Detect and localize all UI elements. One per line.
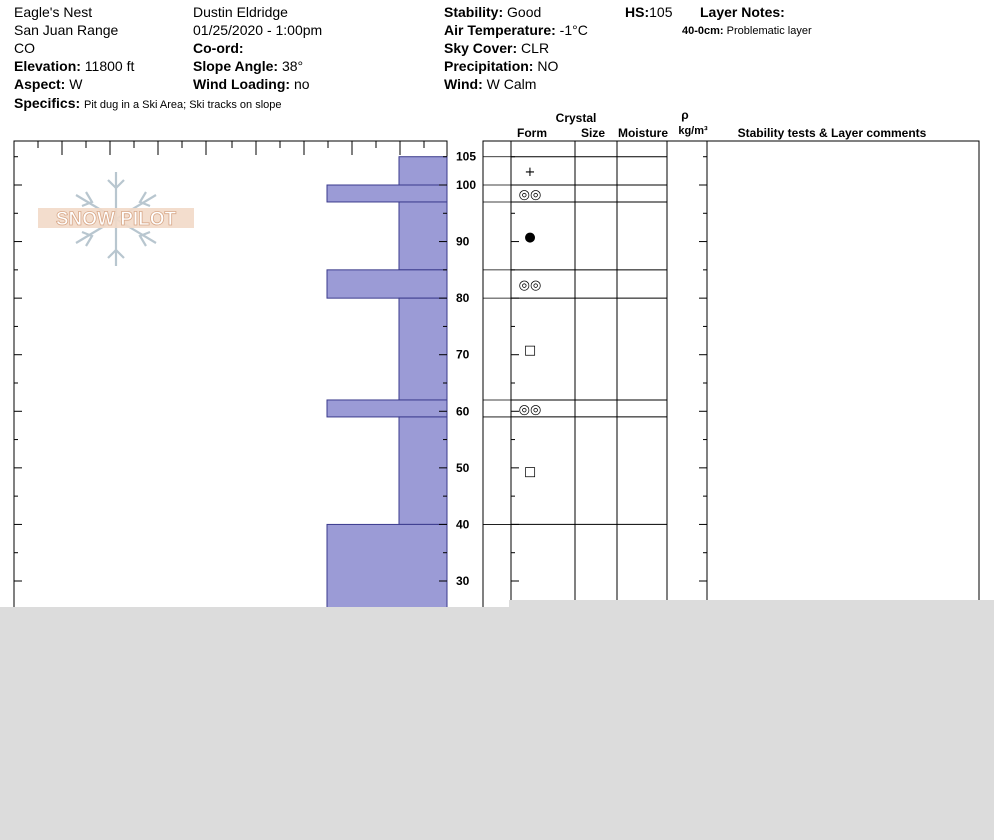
elevation-label: Elevation: — [14, 58, 81, 74]
wind-loading-value: no — [293, 76, 310, 92]
grain-form-symbol: □ — [523, 343, 537, 359]
elevation-value: 11800 ft — [84, 58, 135, 74]
grain-form-symbols — [519, 165, 542, 480]
aspect-label: Aspect: — [14, 76, 66, 92]
height-tick-label: 90 — [456, 234, 470, 249]
grain-form-symbol: ◎◎ — [518, 187, 542, 203]
table-height-ticks — [511, 157, 707, 581]
hardness-axis-ticks — [14, 141, 424, 155]
sky-value: CLR — [521, 40, 550, 56]
specifics-value: Pit dug in a Ski Area; Ski tracks on slope — [84, 99, 282, 111]
density-symbol-header: ρ — [681, 108, 689, 122]
comments-column-header: Stability tests & Layer comments — [737, 126, 927, 140]
size-column-header: Size — [580, 126, 606, 140]
height-tick-label: 100 — [456, 178, 477, 192]
layer-note-depth: 40-0cm: — [682, 25, 724, 37]
wind-value: W Calm — [486, 76, 537, 92]
height-tick-label: 60 — [456, 404, 470, 419]
aspect-value: W — [69, 76, 83, 92]
height-tick-label: 50 — [456, 460, 470, 475]
form-column-header: Form — [517, 126, 547, 140]
layer-note-text: Problematic layer — [726, 25, 812, 37]
blank-region — [0, 607, 994, 840]
height-tick-label: 80 — [456, 291, 470, 306]
slope-label: Slope Angle: — [193, 58, 279, 74]
observation-datetime: 01/25/2020 - 1:00pm — [193, 22, 323, 38]
wind-loading-label: Wind Loading: — [193, 76, 291, 92]
hardness-bars — [327, 157, 447, 610]
hardness-bar — [327, 270, 447, 298]
grain-form-symbol: ◎◎ — [518, 402, 542, 418]
height-tick-label: 105 — [456, 149, 477, 164]
hardness-bar — [327, 524, 447, 609]
state-name: CO — [14, 40, 35, 56]
sky-label: Sky Cover: — [444, 40, 518, 56]
layer-table-frame — [483, 141, 979, 611]
height-tick-label: 70 — [456, 347, 470, 362]
hardness-bar — [399, 202, 447, 270]
hardness-bar — [327, 185, 447, 202]
stability-value: Good — [507, 4, 542, 20]
moisture-column-header: Moisture — [617, 126, 669, 140]
observer-name: Dustin Eldridge — [193, 4, 288, 20]
hardness-bar — [399, 298, 447, 400]
hardness-bar — [399, 417, 447, 524]
layer-notes-title: Layer Notes: — [700, 4, 785, 20]
wind-label: Wind: — [444, 76, 483, 92]
air-temp-value: -1°C — [559, 22, 588, 38]
grain-form-symbol: ◎◎ — [518, 277, 542, 293]
hs-label: HS: — [625, 4, 650, 20]
hs-value: 105 — [649, 4, 673, 20]
hardness-bar — [327, 400, 447, 417]
precip-label: Precipitation: — [444, 58, 534, 74]
stability-label: Stability: — [444, 4, 504, 20]
grain-form-symbol: □ — [523, 464, 537, 480]
height-tick-label: 30 — [456, 573, 470, 588]
precip-value: NO — [537, 58, 559, 74]
range-name: San Juan Range — [14, 22, 119, 38]
specifics-label: Specifics: — [14, 95, 81, 111]
grain-form-symbol: + — [524, 164, 536, 180]
density-unit-header: kg/m³ — [678, 125, 708, 137]
location-name: Eagle's Nest — [14, 4, 93, 20]
coord-label: Co-ord: — [193, 40, 244, 56]
height-tick-label: 40 — [456, 517, 470, 532]
slope-value: 38° — [281, 58, 304, 74]
hardness-bar — [399, 157, 447, 185]
grain-form-symbol: ● — [524, 229, 536, 245]
blank-region-edge — [509, 600, 994, 610]
crystal-column-header: Crystal — [555, 111, 597, 125]
air-temp-label: Air Temperature: — [444, 22, 556, 38]
snowpilot-logo — [36, 170, 196, 268]
logo-text: SNOW PILOT — [55, 209, 177, 230]
